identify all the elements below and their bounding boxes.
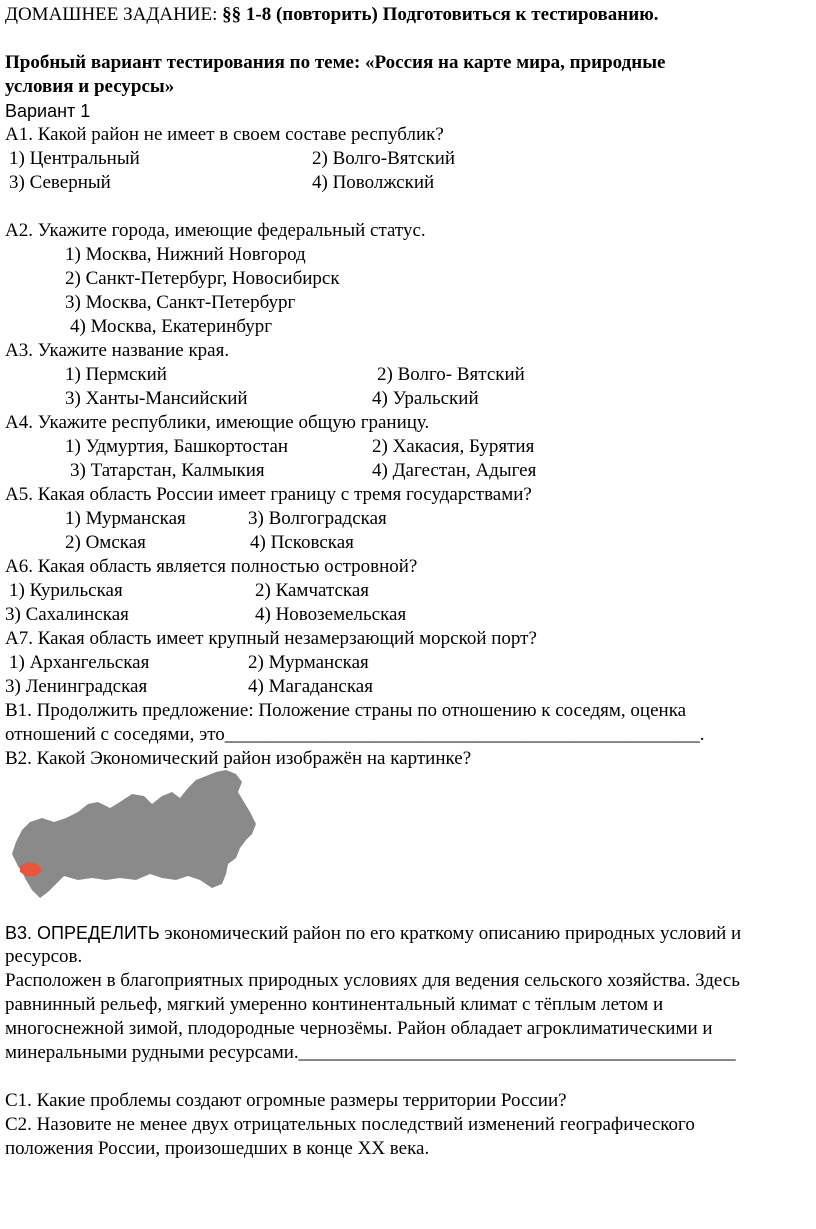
option-a1-3: 3) Северный xyxy=(9,172,111,193)
question-b3-line1 xyxy=(5,921,741,946)
question-b3-line5: многоснежной зимой, плодородные чернозёмы. Район обладает агроклиматическими и xyxy=(5,1018,713,1039)
option-a2-3: 3) Москва, Санкт-Петербург xyxy=(65,292,296,313)
question-b1-line1: В1. Продолжить предложение: Положение страны по отношению к соседям, оценка xyxy=(5,700,687,721)
question-b3-line2: ресурсов. xyxy=(5,946,83,967)
option-a7-2: 2) Мурманская xyxy=(248,652,369,673)
russia-land-shape xyxy=(12,770,256,898)
question-a3: А3. Укажите название края. xyxy=(5,340,230,361)
option-a2-1: 1) Москва, Нижний Новгород xyxy=(65,244,306,265)
option-a5-1: 1) Мурманская xyxy=(65,508,186,529)
option-a7-3: 3) Ленинградская xyxy=(5,676,148,697)
option-a1-4: 4) Поволжский xyxy=(312,172,435,193)
homework-task: §§ 1-8 (повторить) Подготовиться к тестированию. xyxy=(222,4,659,25)
russia-map-image xyxy=(0,768,262,910)
homework-label: ДОМАШНЕЕ ЗАДАНИЕ: xyxy=(5,4,223,25)
question-c2-line2: положения России, произошедших в конце XX века. xyxy=(5,1138,430,1159)
option-a1-2: 2) Волго-Вятский xyxy=(312,148,456,169)
option-a6-4: 4) Новоземельская xyxy=(255,604,407,625)
option-a6-2: 2) Камчатская xyxy=(255,580,370,601)
option-a7-4: 4) Магаданская xyxy=(248,676,373,697)
option-a4-2: 2) Хакасия, Бурятия xyxy=(372,436,535,457)
option-a4-3: 3) Татарстан, Калмыкия xyxy=(70,460,265,481)
question-b3-rest: экономический район по его краткому описанию природных условий и xyxy=(159,923,742,944)
question-a1: А1. Какой район не имеет в своем составе республик? xyxy=(5,124,444,145)
question-a2: А2. Укажите города, имеющие федеральный статус. xyxy=(5,220,426,241)
question-a4: А4. Укажите республики, имеющие общую границу. xyxy=(5,412,430,433)
option-a3-3: 3) Ханты-Мансийский xyxy=(65,388,248,409)
option-a3-1: 1) Пермский xyxy=(65,364,167,385)
question-b1-line2: отношений с соседями, это__________________________________________________. xyxy=(5,724,705,745)
question-c1: С1. Какие проблемы создают огромные размеры территории России? xyxy=(5,1090,567,1111)
option-a5-2: 2) Омская xyxy=(65,532,146,553)
homework-header xyxy=(5,3,658,27)
option-a5-3: 3) Волгоградская xyxy=(248,508,387,529)
option-a4-1: 1) Удмуртия, Башкортостан xyxy=(65,436,289,457)
question-b3-line3: Расположен в благоприятных природных условиях для ведения сельского хозяйства. Здесь xyxy=(5,970,740,991)
option-a4-4: 4) Дагестан, Адыгея xyxy=(372,460,537,481)
question-a6: А6. Какая область является полностью островной? xyxy=(5,556,418,577)
option-a2-4: 4) Москва, Екатеринбург xyxy=(70,316,273,337)
question-c2-line1: С2. Назовите не менее двух отрицательных последствий изменений географического xyxy=(5,1114,695,1135)
question-b3-prefix: В3. ОПРЕДЕЛИТЬ xyxy=(5,923,160,943)
question-a5: А5. Какая область России имеет границу с тремя государствами? xyxy=(5,484,532,505)
option-a7-1: 1) Архангельская xyxy=(9,652,150,673)
question-b3-line4: равнинный рельеф, мягкий умеренно континентальный климат с тёплым летом и xyxy=(5,994,664,1015)
option-a5-4: 4) Псковская xyxy=(250,532,354,553)
variant-label: Вариант 1 xyxy=(5,101,91,121)
option-a3-2: 2) Волго- Вятский xyxy=(377,364,525,385)
question-b2: В2. Какой Экономический район изображён на картинке? xyxy=(5,748,472,769)
test-title-line2: условия и ресурсы» xyxy=(5,76,175,97)
test-title-line1: Пробный вариант тестирования по теме: «Россия на карте мира, природные xyxy=(5,52,666,73)
option-a6-3: 3) Сахалинская xyxy=(5,604,129,625)
option-a3-4: 4) Уральский xyxy=(372,388,479,409)
option-a2-2: 2) Санкт-Петербург, Новосибирск xyxy=(65,268,340,289)
option-a1-1: 1) Центральный xyxy=(9,148,140,169)
question-a7: А7. Какая область имеет крупный незамерзающий морской порт? xyxy=(5,628,537,649)
option-a6-1: 1) Курильская xyxy=(9,580,123,601)
question-b3-line6: минеральными рудными ресурсами.______________________________________________ xyxy=(5,1042,736,1063)
